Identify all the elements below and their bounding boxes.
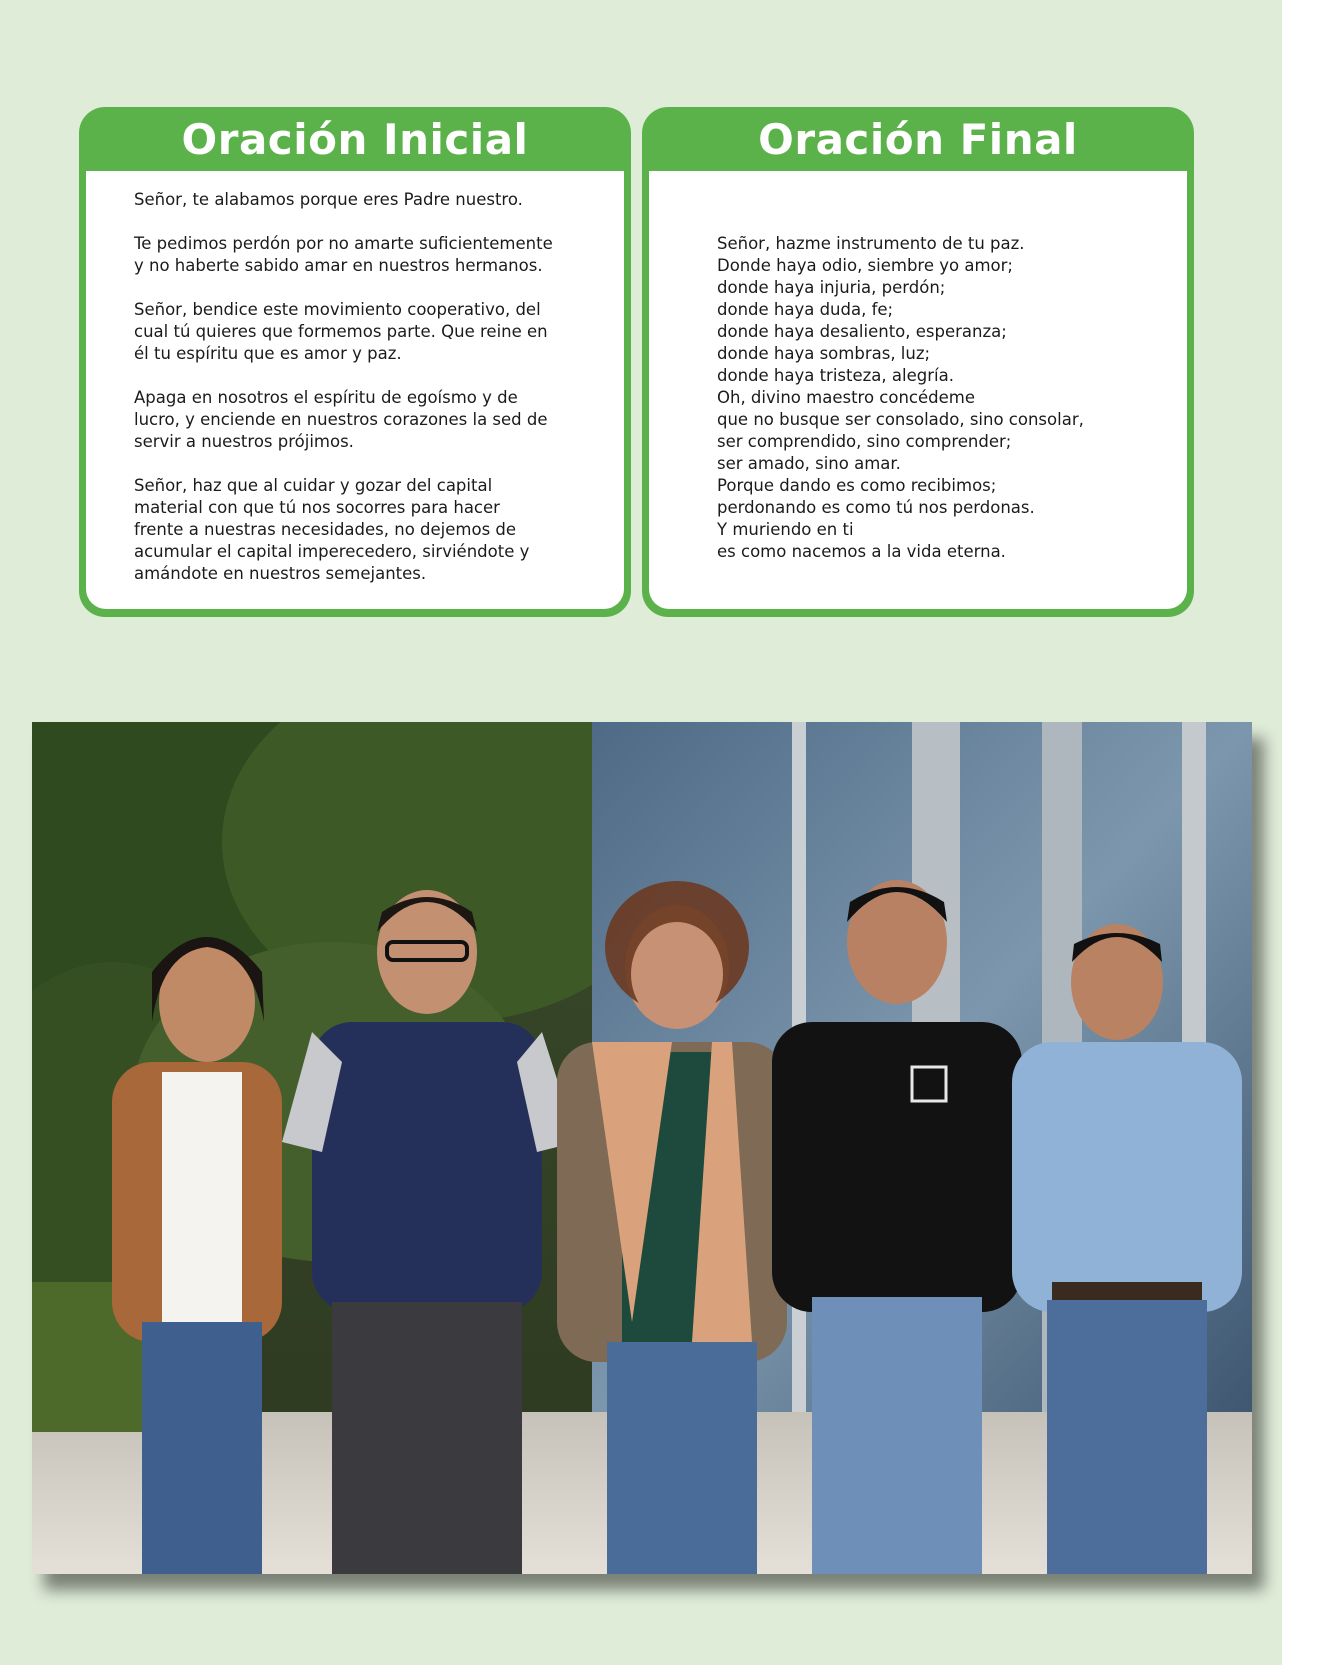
oracion-inicial-title: Oración Inicial <box>181 115 529 164</box>
oracion-inicial-paragraph: Apaga en nosotros el espíritu de egoísmo y de lucro, y enciende en nuestros corazones la sed de servir a nuestros prójimos. <box>134 388 548 451</box>
oracion-inicial-body <box>86 171 624 609</box>
oracion-final-body <box>649 171 1187 609</box>
oracion-inicial-paragraph: Señor, te alabamos porque eres Padre nuestro. <box>134 190 523 209</box>
oracion-inicial-text <box>134 189 584 607</box>
oracion-inicial-paragraph: Te pedimos perdón por no amarte suficientemente y no haberte sabido amar en nuestros hermanos. <box>134 234 553 275</box>
oracion-final-card <box>642 107 1194 617</box>
oracion-inicial-paragraph: Señor, haz que al cuidar y gozar del capital material con que tú nos socorres para hacer frente a nuestras necesidades, no dejemos de acumular el capital imperecedero, sirviéndote y amándote en nuestros semejantes. <box>134 476 530 583</box>
oracion-inicial-card <box>79 107 631 617</box>
oracion-final-paragraph: Señor, hazme instrumento de tu paz. Donde haya odio, siembre yo amor; donde haya injuria, perdón; donde haya duda, fe; donde haya desaliento, esperanza; donde haya sombras, luz; donde haya tristeza, alegría. Oh, divino maestro concédeme que no busque ser consolado, sino consolar, ser comprendido, sino comprender; ser amado, sino amar. Porque dando es como recibimos; perdonando es como tú nos perdonas. Y muriendo en ti es como nacemos a la vida eterna. <box>717 234 1084 561</box>
oracion-final-text <box>717 233 1137 563</box>
oracion-final-title: Oración Final <box>758 115 1078 164</box>
group-photo-illustration <box>32 722 1252 1574</box>
group-photo <box>32 722 1252 1574</box>
oracion-inicial-paragraph: Señor, bendice este movimiento cooperativo, del cual tú quieres que formemos parte. Que reine en él tu espíritu que es amor y paz. <box>134 300 548 363</box>
